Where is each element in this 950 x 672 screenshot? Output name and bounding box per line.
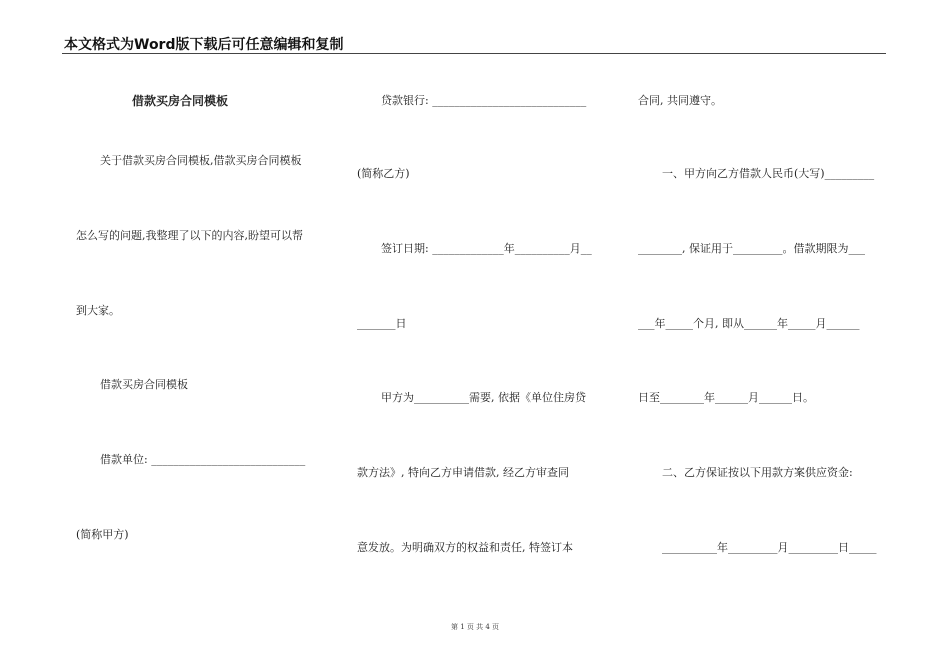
- lender-field: 贷款银行: ____________________________: [381, 94, 587, 107]
- column-3: [638, 0, 888, 672]
- paragraph-line: 关于借款买房合同模板,借款买房合同模板: [100, 154, 302, 167]
- party-b-label: (简称乙方): [357, 167, 410, 180]
- page-number: 第 1 页 共 4 页: [450, 623, 500, 631]
- clause-1-line: 一、甲方向乙方借款人民币(大写)_________: [662, 167, 875, 180]
- borrower-field: 借款单位: ____________________________: [100, 453, 306, 466]
- paragraph-line: 甲方为__________需要, 依据《单位住房贷: [381, 391, 586, 404]
- paragraph-line: 合同, 共同遵守。: [638, 94, 722, 107]
- column-2: [357, 0, 607, 672]
- clause-1-line: 日至________年______月______日。: [638, 391, 814, 404]
- clause-2-line: 二、乙方保证按以下用款方案供应资金:: [662, 466, 853, 479]
- paragraph-line: 意发放。为明确双方的权益和责任, 特签订本: [357, 541, 573, 554]
- clause-1-line: ________, 保证用于_________。借款期限为___: [638, 242, 865, 255]
- document-banner: 本文格式为Word版下载后可任意编辑和复制: [64, 37, 344, 53]
- paragraph-line: 款方法》, 特向乙方申请借款, 经乙方审查同: [357, 466, 569, 479]
- paragraph-line: _______日: [357, 317, 407, 330]
- signing-date-field: 签订日期: _____________年__________月__: [381, 242, 592, 255]
- paragraph-line: 怎么写的问题,我整理了以下的内容,盼望可以帮: [76, 229, 303, 242]
- document-title: 借款买房合同模板: [132, 94, 229, 108]
- clause-2-line: __________年_________月_________日_____: [662, 541, 877, 554]
- paragraph-line: 到大家。: [76, 304, 120, 317]
- party-a-label: (简称甲方): [76, 528, 129, 541]
- section-heading: 借款买房合同模板: [100, 378, 188, 391]
- clause-1-line: ___年_____个月, 即从______年_____月______: [638, 317, 860, 330]
- column-1: [76, 0, 326, 672]
